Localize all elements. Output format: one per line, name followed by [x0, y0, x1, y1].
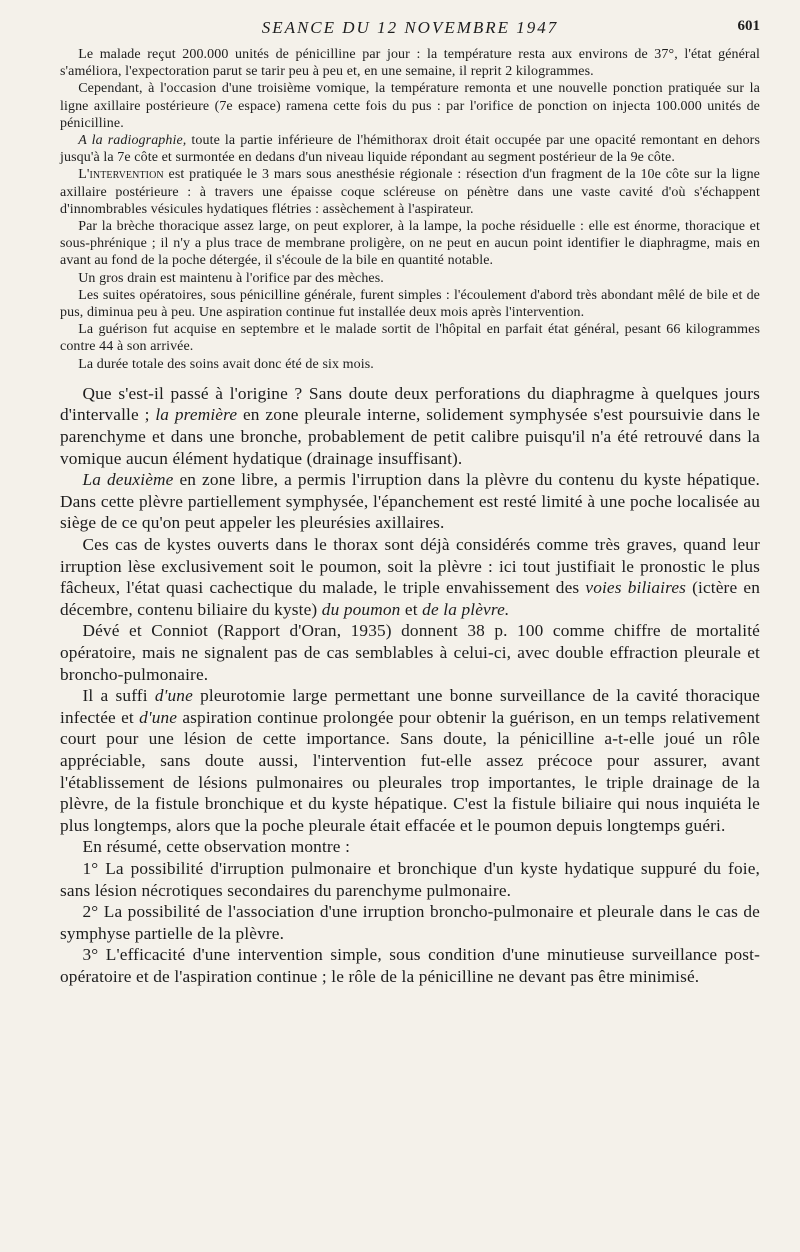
discussion-section: [60, 383, 760, 988]
paragraph: Par la brèche thoracique assez large, on peut explorer, à la lampe, la poche résiduelle : elle est énorme, thoracique et sous-phrénique ; il n'y a plus trace de membrane proligère, on ne peut en aucun point identifier le diaphragme, mais en avant au fond de la poche détergée, il s'écoule de la bile en quantité notable.: [60, 219, 760, 269]
case-report-section: [60, 46, 760, 373]
list-item: 3° L'efficacité d'une intervention simple, sous condition d'une minutieuse surveillance post-opératoire et de l'aspiration continue ; le rôle de la pénicilline ne devant pas être minimisé.: [60, 945, 760, 986]
paragraph: L'intervention est pratiquée le 3 mars sous anesthésie régionale : résection d'un fragment de la 10e côte sur la ligne axillaire postérieure : à travers une épaisse coque scléreuse on pénètre dans une vaste cavité d'où s'échappent d'innombrables vésicules hydatiques flétries : assèchement à l'aspirateur.: [60, 167, 760, 217]
paragraph: Les suites opératoires, sous pénicilline générale, furent simples : l'écoulement d'abord très abondant mêlé de bile et de pus, diminua peu à peu. Une aspiration continue fut installée deux mois après l'intervention.: [60, 287, 760, 321]
paragraph: Un gros drain est maintenu à l'orifice par des mèches.: [78, 270, 384, 286]
paragraph: En résumé, cette observation montre :: [82, 837, 351, 857]
paragraph: Le malade reçut 200.000 unités de pénicilline par jour : la température resta aux environs de 37°, l'état général s'améliora, l'expectoration parut se tarir peu à peu et, en une semaine, il reprit 2 kilogrammes.: [60, 47, 760, 80]
list-item: 1° La possibilité d'irruption pulmonaire et bronchique d'un kyste hydatique suppuré du foie, sans lésion nécrotiques secondaires du parenchyme pulmonaire.: [60, 858, 760, 900]
paragraph: A la radiographie, toute la partie inférieure de l'hémithorax droit était occupée par une opacité remontant en dehors jusqu'à la 7e côte et surmontée en dedans d'un niveau liquide répondant au segment postérieur de la 9e côte.: [60, 133, 760, 166]
paragraph: La deuxième en zone libre, a permis l'irruption dans la plèvre du contenu du kyste hépatique. Dans cette plèvre partiellement symphysée, l'épanchement est resté limité à une poche localisée au siège de ce qu'on peut appeler les pleurésies axillaires.: [60, 470, 760, 533]
running-title: SEANCE DU 12 NOVEMBRE 1947: [261, 18, 559, 37]
page-number: 601: [737, 18, 760, 34]
paragraph: Ces cas de kystes ouverts dans le thorax sont déjà considérés comme très graves, quand leur irruption lèse exclusivement soit le poumon, soit la plèvre : ici tout justifiait le pronostic le plus fâcheux, l'état quasi cachectique du malade, le triple envahissement des voies biliaires (ictère en décembre, contenu biliaire du kyste) du poumon et de la plèvre.: [60, 535, 760, 619]
paragraph: Cependant, à l'occasion d'une troisième vomique, la température remonta et une nouvelle ponction pratiquée sur la ligne axillaire postérieure (7e espace) ramena cette fois du pus : par l'orifice de ponction on injecta 100.000 unités de pénicilline.: [60, 81, 760, 131]
paragraph: Il a suffi d'une pleurotomie large permettant une bonne surveillance de la cavité thoracique infectée et d'une aspiration continue prolongée pour obtenir la guérison, en un temps relativement court pour une lésion de cette importance. Sans doute, la pénicilline a-t-elle joué un rôle appréciable, sans doute aussi, l'intervention fut-elle assez précoce pour assurer, avant l'établissement de lésions pulmonaires ou pleurales trop importantes, le triple drainage de la plèvre, de la fistule bronchique et du kyste hépatique. C'est la fistule biliaire qui nous inquiéta le plus longtemps, alors que la poche pleurale était effacée et le poumon depuis longtemps guéri.: [60, 686, 760, 835]
paragraph: Dévé et Conniot (Rapport d'Oran, 1935) donnent 38 p. 100 comme chiffre de mortalité opératoire, mais ne signalent pas de cas semblables à celui-ci, avec double effraction pleurale et broncho-pulmonaire.: [60, 621, 760, 684]
paragraph: La guérison fut acquise en septembre et le malade sortit de l'hôpital en parfait état général, pesant 66 kilogrammes contre 44 à son arrivée.: [60, 322, 760, 355]
italic-lead: A la radiographie,: [78, 133, 187, 149]
list-item: 2° La possibilité de l'association d'une irruption broncho-pulmonaire et pleurale dans le cas de symphyse partielle de la plèvre.: [60, 902, 760, 943]
paragraph: La durée totale des soins avait donc été de six mois.: [78, 356, 374, 372]
page-header: [60, 14, 760, 46]
smallcaps-lead: L'intervention: [78, 167, 164, 183]
paragraph: Que s'est-il passé à l'origine ? Sans doute deux perforations du diaphragme à quelques jours d'intervalle ; la première en zone pleurale interne, solidement symphysée s'est poursuivie dans le parenchyme et dans une bronche, probablement de petit calibre puisqu'il n'a été retrouvé dans la vomique aucun élément hydatique (drainage insuffisant).: [60, 383, 761, 468]
